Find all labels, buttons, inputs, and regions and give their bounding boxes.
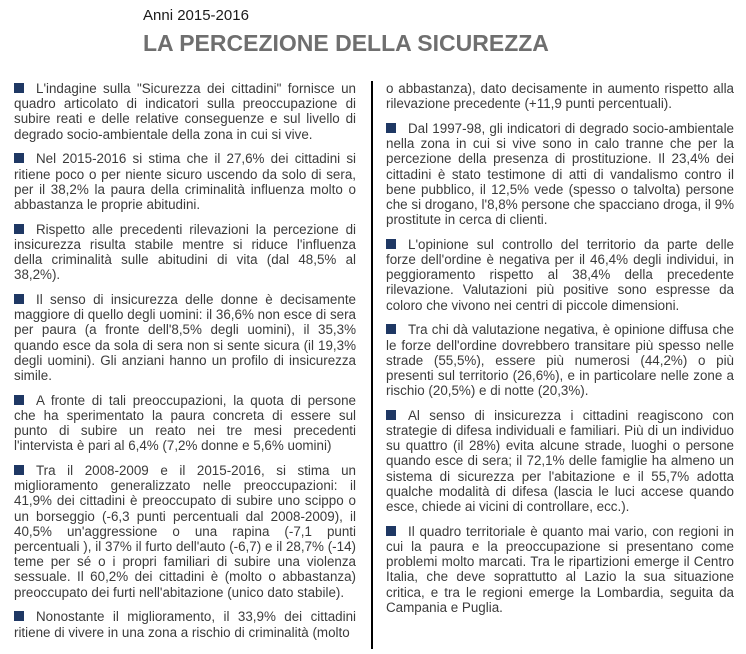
paragraph-text: Il senso di insicurezza delle donne è decisamente maggiore di quello degli uomini: il 36,6% non esce di sera per paura (a fronte dell'8,5% degli uomini), il 35,3% quando esce da sola di sera non si sente sicura (il 19,3% degli uomini). Gli anziani hanno un profilo di insicurezza simile. [14,291,356,383]
paragraph [14,151,356,212]
column-divider [371,81,373,649]
paragraph-text: Il quadro territoriale è quanto mai vario, con regioni in cui la paura e la preoccupazione si presentano come problemi molto marcati. Tra le ripartizioni emerge il Centro Italia, che deve soprattutto al Lazio la sua situazione critica, e tra le regioni emerge la Lombardia, seguita da Campania e Puglia. [386,523,734,615]
paragraph-text: Rispetto alle precedenti rilevazioni la percezione di insicurezza risulta stabile mentre si riduce l'influenza della criminalità sulle abitudini di vita (dal 48,5% al 38,2%). [14,221,356,283]
two-column-body [14,81,734,649]
paragraph-text: Nonostante il miglioramento, il 33,9% dei cittadini ritiene di vivere in una zona a rischio di criminalità (molto [14,609,356,640]
paragraph [386,81,734,111]
paragraph-text: Tra il 2008-2009 e il 2015-2016, si stima un miglioramento generalizzato nelle preoccupazioni: il 41,9% dei cittadini è preoccupato di subire uno scippo o un borseggio (-6,3 punti percentuali dal 2008-2009), il 40,5% un'aggressione o una rapina (-7,1 punti percentuali ), il 37% il furto dell'auto (-6,7) e il 28,7% (-14) teme per sé o i propri familiari di subire una violenza sessuale. Il 60,2% dei cittadini è (molto o abbastanza) preoccupato dei furti nell'abitazione (unico dato stabile). [14,462,356,600]
right-column [386,81,734,649]
paragraph [386,322,734,398]
bullet-square-icon [386,526,396,536]
paragraph [14,609,356,639]
bullet-square-icon [14,224,24,234]
paragraph [386,408,734,514]
paragraph [14,222,356,283]
bullet-square-icon [386,123,396,133]
paragraph-text: Tra chi dà valutazione negativa, è opinione diffusa che le forze dell'ordine dovrebbero transitare più spesso nelle strade (55,5%), essere più numerosi (44,2%) o più presenti sul territorio (26,6%), e in particolare nelle zone a rischio (20,5%) e di notte (20,3%). [386,322,734,399]
paragraph-text: o abbastanza), dato decisamente in aumento rispetto alla rilevazione precedente (+11,9 punti percentuali). [386,81,734,112]
page-title: LA PERCEZIONE DELLA SICUREZZA [143,30,549,56]
bullet-square-icon [14,294,24,304]
paragraph-text: A fronte di tali preoccupazioni, la quota di persone che ha sperimentato la paura concreta di essere sul punto di subire un reato nei tre mesi precedenti l'intervista è pari al 6,4% (7,2% donne e 5,6% uomini) [14,392,356,454]
bullet-square-icon [386,324,396,334]
bullet-square-icon [14,83,24,93]
paragraph-text: Al senso di insicurezza i cittadini reagiscono con strategie di difesa individuali e familiari. Più di un individuo su quattro (il 28%) evita alcune strade, luoghi o persone quando esce di sera; il 72,1% delle famiglie ha almeno un sistema di sicurezza per l'abitazione e il 55,7% adotta qualche modalità di difesa (lascia le luci accese quando esce, chiede ai vicini di controllare, ecc.). [386,407,734,515]
bullet-square-icon [14,465,24,475]
document-header [143,7,726,56]
bullet-square-icon [14,611,24,621]
paragraph-text: L'indagine sulla "Sicurezza dei cittadini" fornisce un quadro articolato di indicatori sulla preoccupazione di subire reati e delle relative conseguenze e sul livello di degrado socio-ambientale della zona in cui si vive. [14,81,356,142]
paragraph [14,292,356,383]
paragraph [14,81,356,142]
paragraph [386,121,734,227]
paragraph-text: L'opinione sul controllo del territorio da parte delle forze dell'ordine è negativa per il 46,4% degli individui, in peggioramento rispetto al 38,4% della precedente rilevazione. Valutazioni più positive sono espresse da coloro che vivono nei centri di piccole dimensioni. [386,236,734,313]
period-label: Anni 2015-2016 [143,7,249,24]
bullet-square-icon [14,395,24,405]
bullet-square-icon [14,153,24,163]
paragraph [386,237,734,313]
left-column [14,81,356,649]
bullet-square-icon [386,239,396,249]
paragraph [14,393,356,454]
bullet-square-icon [386,410,396,420]
paragraph-text: Nel 2015-2016 si stima che il 27,6% dei cittadini si ritiene poco o per niente sicuro uscendo da solo di sera, per il 38,2% la paura della criminalità influenza molto o abbastanza le proprie abitudini. [14,151,356,212]
paragraph [14,463,356,600]
paragraph-text: Dal 1997-98, gli indicatori di degrado socio-ambientale nella zona in cui si vive sono in calo tranne che per la percezione della presenza di prostituzione. Il 23,4% dei cittadini è stato testimone di atti di vandalismo contro il bene pubblico, il 12,5% vede (spesso o talvolta) persone che si drogano, l'8,8% persone che spacciano droga, il 9% prostitute in cerca di clienti. [386,120,734,228]
paragraph [386,524,734,615]
